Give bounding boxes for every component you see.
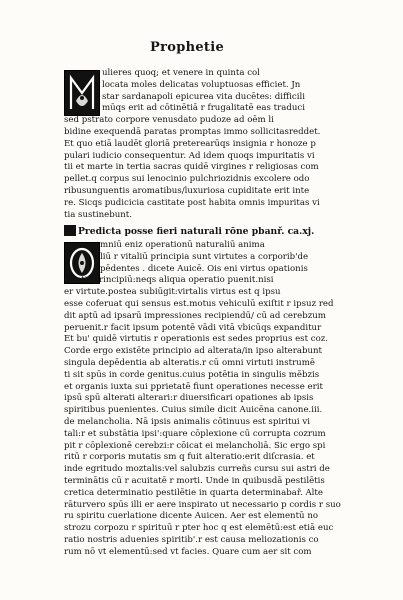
text-line: terminātis cū r acuitatē r morti. Unde in quibusdā pestilētis [64,475,325,486]
text-line: ribusunguentis aromatibus/luxuriosa cupiditate erit inte [64,185,310,196]
text-line: esse coferuat qui sensus est.motus vehiculū exiſtit r ipsuz red [64,298,334,309]
text-line: sed pstrato corpore venusdato pudoze ad oēm li [64,115,274,126]
text-line: ru spiritu cuerlatione dicente Auicen. Aer est elementū no [64,511,319,522]
text-line: mniū eniz operationū naturaliū anima [100,240,265,250]
text-line: rāturvero spūs illi er aere inspirato ut necessario p cordis r suo [64,499,341,510]
paragraph-2 [64,240,364,559]
text-line: ti sit spūs in corde genitus.cuius potētia in singulis mēbzis [64,369,320,380]
text-line: locata moles delicatas voluptuosas efficiet. Jn [102,79,301,90]
text-line: star sardanapoli epicurea vita ducētes: difficili [102,91,305,102]
chapter-heading-text: Predicta posse fieri naturali rōne pbanř. ca.xj. [78,226,315,237]
running-head: Prophetie [150,40,225,55]
text-line: cretica determinatio pestilētie in quarta determinabař. Alte [64,487,323,498]
text-line: ritū r corporis mutatis sm q fuit alteratio:erit diſcrasia. et [64,452,315,463]
text-line: ratio nostris aduenies spiritib'.r est causa meliozationis co [64,534,319,545]
text-line: Corde ergo existēte principio ad alterata/in ipso alterabunt [64,346,323,357]
text-line: re. Sicqs pudicicia castitate post habita omnis impuritas vi [64,197,320,208]
text-line: er virtute.postea subiūgit:virtalis virtus est q ipsu [64,287,281,298]
text-line: tia sustinebunt. [64,209,132,220]
text-line: Et bu' quidē virtutis r operationis est sedes proprius est coz. [64,334,329,345]
text-line: liū r vitaliū principia sunt virtutes a corporib'de [100,251,309,262]
text-line: Et quo etiā laudēt gloriā preterearūqs insignia r honoze p [64,138,316,149]
text-line: dit aptū ad ipsarū impressiones recipiendū/ cū ad cerebzum [64,310,326,321]
text-line: et organis iuxta sui pprietatē fiunt operationes necesse erit [64,381,323,392]
text-line: existit principiū:neqs aliqua operatio puenit.nisi [64,275,274,286]
text-line: singula depēdentia ab alteratis.r cū omni virtuti instrumē [64,357,315,368]
chapter-heading [64,225,364,238]
text-line: pit r cōplexionē cerebzi:r cōicat ei melancholiā. Sic ergo spi [64,440,326,451]
text-line: rum nō vt elementū:sed vt facies. Quare cum aer sit com [64,546,312,557]
text-line: spiritibus puenientes. Cuius simile dicit Auicēna canone.iii. [64,405,323,416]
text-line: peruenit.r facit ipsum potentē vādi vitā vbicūqs expanditur [64,322,322,333]
text-line: pēdentes . dicete Auicē. Ois eni virtus opationis [100,263,308,274]
text-line: mūqs erit ad cōtinētiā r frugalitatē eas traduci [102,103,305,114]
text-line: ulieres quoq; et venere in quinta col [102,68,260,78]
paragraph-1 [64,68,364,221]
text-line: ipsū spū alterati alterari:r diuersificari opationes ab ipsis [64,393,314,404]
chapter-initial-mark [64,225,76,236]
text-line: tii et marte in tertia sacras quidē virgines r religiosas com [64,162,319,173]
chapter-heading-block [64,225,364,238]
text-line: pulari iudicio consequentur. Ad idem quoqs impuritatis vi [64,150,315,161]
text-line: inde egritudo moztalis:vel salubzis curreñs cursu sui astri de [64,464,330,475]
text-line: pellet.q corpus sui lenocinio pulchriozidnis excolere odo [64,174,310,185]
text-line: de melancholia. Nā ipsis animalis cōtinuus est spiritui vi [64,416,311,427]
text-line: tali:r et substātia ipsi':quare cōplexione cū corrupta cozrum [64,428,326,439]
text-line: strozu corpozu r spirituū r pter hoc q est elemētū:est etiā euc [64,523,334,534]
text-line: bidine exequendā paratas promptas immo sollicitasreddet. [64,126,321,137]
